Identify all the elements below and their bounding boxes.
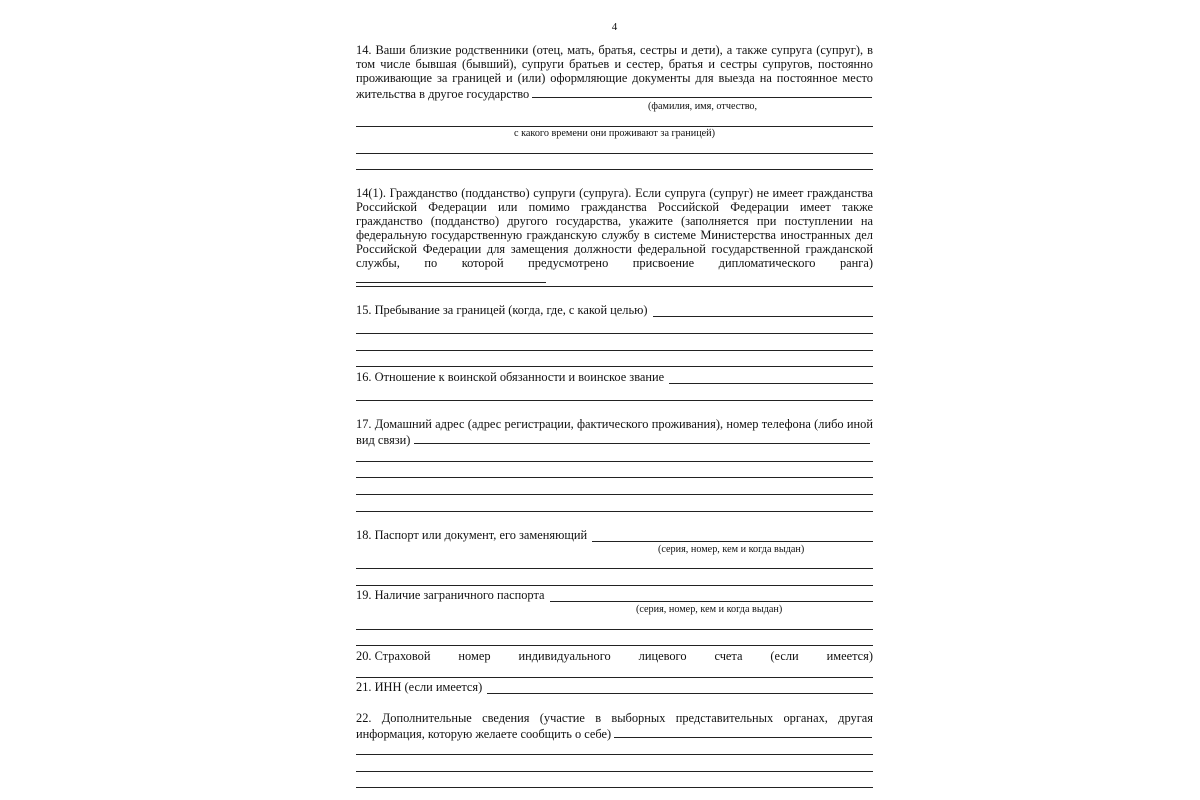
question-18 [356, 528, 873, 542]
answer-line[interactable] [356, 286, 873, 287]
question-14-input-line[interactable] [532, 85, 872, 98]
question-20-word: (если [770, 649, 799, 663]
answer-line[interactable] [356, 677, 873, 678]
question-15-input-line[interactable] [653, 304, 873, 317]
question-20-word: имеется) [826, 649, 873, 663]
question-21-label: 21. ИНН (если имеется) [356, 680, 483, 694]
answer-line[interactable] [356, 494, 873, 495]
question-17-text: 17. Домашний адрес (адрес регистрации, фактического проживания), номер телефона (либо иной вид связи) [356, 417, 873, 447]
question-17 [356, 417, 873, 447]
question-18-label: 18. Паспорт или документ, его заменяющий [356, 528, 588, 542]
answer-line[interactable] [356, 568, 873, 569]
answer-line[interactable] [356, 333, 873, 334]
question-19-input-line[interactable] [550, 589, 873, 602]
question-16-input-line[interactable] [669, 371, 873, 384]
answer-line[interactable] [356, 153, 873, 154]
question-20-word: индивидуального [518, 649, 611, 663]
question-20-word: счета [714, 649, 743, 663]
answer-line[interactable] [356, 366, 873, 367]
question-15-label: 15. Пребывание за границей (когда, где, с какой целью) [356, 303, 648, 317]
question-16-label: 16. Отношение к воинской обязанности и воинское звание [356, 370, 665, 384]
question-14 [356, 43, 873, 101]
answer-line[interactable] [356, 400, 873, 401]
answer-line[interactable] [356, 169, 873, 170]
question-19 [356, 588, 873, 602]
question-21 [356, 680, 873, 694]
question-14-text: 14. Ваши близкие родственники (отец, мать, братья, сестры и дети), а также супруга (супруг), в том числе бывшая (бывший), супруги братьев и сестер, братья и сестры супругов, постоянно проживающие за границей и (или) оформляющие документы для выезда на постоянное место жительства в другое государство [356, 43, 873, 101]
question-19-label: 19. Наличие заграничного паспорта [356, 588, 545, 602]
question-20-word: 20. Страховой [356, 649, 431, 663]
question-20-word: номер [458, 649, 491, 663]
question-14-1 [356, 186, 873, 286]
answer-line[interactable] [356, 477, 873, 478]
question-18-input-line[interactable] [592, 529, 873, 542]
question-15 [356, 303, 873, 317]
question-14-caption-time: с какого времени они проживают за границей) [514, 128, 716, 139]
answer-line[interactable] [356, 629, 873, 630]
question-18-caption: (серия, номер, кем и когда выдан) [658, 544, 805, 555]
answer-line[interactable] [356, 350, 873, 351]
question-17-input-line[interactable] [414, 431, 870, 444]
answer-line[interactable] [356, 787, 873, 788]
question-22 [356, 711, 873, 741]
question-22-input-line[interactable] [614, 725, 872, 738]
answer-line[interactable] [356, 754, 873, 755]
page-number: 4 [611, 21, 618, 33]
answer-line[interactable] [356, 771, 873, 772]
question-21-input-line[interactable] [487, 681, 873, 694]
answer-line[interactable] [356, 645, 873, 646]
answer-line[interactable] [356, 461, 873, 462]
question-16 [356, 370, 873, 384]
question-20 [356, 649, 873, 663]
answer-line[interactable] [356, 585, 873, 586]
question-20-word: лицевого [638, 649, 687, 663]
answer-line[interactable] [356, 511, 873, 512]
question-19-caption: (серия, номер, кем и когда выдан) [636, 604, 783, 615]
question-22-text: 22. Дополнительные сведения (участие в выборных представительных органах, другая информация, которую желаете сообщить о себе) [356, 711, 873, 741]
question-14-1-input-line[interactable] [356, 270, 546, 283]
question-14-1-text: 14(1). Гражданство (подданство) супруги (супруга). Если супруга (супруг) не имеет гражданства Российской Федерации или помимо гражданства Российской Федерации имеет также гражданство (подданство) другого государства, укажите (заполняется при поступлении на федеральную государственную гражданскую службу в системе Министерства иностранных дел Российской Федерации для замещения должности федеральной государственной гражданской службы, по которой предусмотрено присвоение дипломатического ранга) [356, 186, 873, 286]
question-14-caption-name: (фамилия, имя, отчество, [648, 101, 758, 112]
